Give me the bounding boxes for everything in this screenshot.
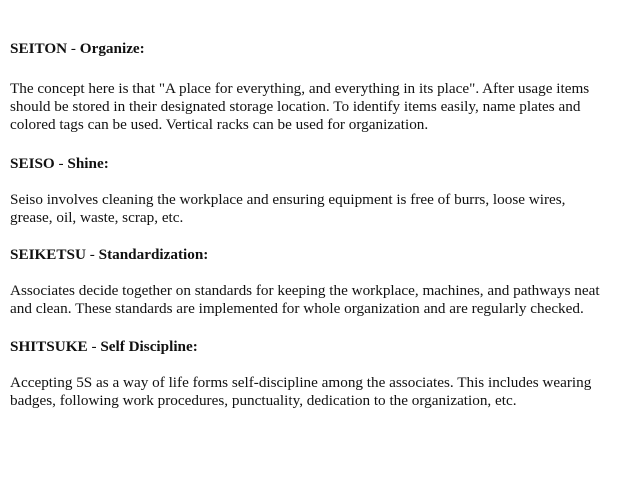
section-seiso [10, 155, 630, 226]
section-separator: - [54, 155, 68, 172]
section-subtitle: Organize: [79, 40, 145, 57]
paragraph-line: Seiso involves cleaning the workplace and ensuring equipment is free of burrs, loose wires, [10, 191, 566, 208]
paragraph-line: Associates decide together on standards for keeping the workplace, machines, and pathways neat [10, 282, 600, 299]
section-paragraph [10, 191, 565, 227]
paragraph-line: badges, following work procedures, punctuality, dedication to the organization, etc. [10, 392, 517, 409]
section-subtitle: Self Discipline: [100, 338, 198, 355]
section-paragraph [10, 80, 589, 134]
paragraph-line: grease, oil, waste, scrap, etc. [10, 209, 184, 226]
paragraph-line: The concept here is that "A place for everything, and everything in its place". After usage items [10, 80, 590, 97]
section-heading [10, 246, 630, 264]
section-subtitle: Standardization: [98, 246, 209, 263]
section-separator: - [67, 40, 80, 57]
section-seiton [10, 40, 630, 133]
paragraph-line: and clean. These standards are implemented for whole organization and are regularly checked. [10, 300, 584, 317]
section-paragraph [10, 282, 600, 318]
section-shitsuke [10, 338, 630, 409]
section-seiketsu [10, 246, 630, 317]
section-heading [10, 155, 630, 173]
section-term: SEIKETSU [10, 246, 86, 263]
section-separator: - [85, 246, 99, 263]
paragraph-line: colored tags can be used. Vertical racks can be used for organization. [10, 116, 429, 133]
section-term: SHITSUKE [10, 338, 88, 355]
section-term: SEITON [10, 40, 68, 57]
section-subtitle: Shine: [67, 155, 109, 172]
section-term: SEISO [10, 155, 55, 172]
section-heading [10, 338, 630, 356]
section-separator: - [87, 338, 101, 355]
paragraph-line: should be stored in their designated storage location. To identify items easily, name plates and [10, 98, 581, 115]
paragraph-line: Accepting 5S as a way of life forms self-discipline among the associates. This includes wearing [10, 374, 592, 391]
section-paragraph [10, 374, 591, 410]
section-heading [10, 40, 630, 58]
